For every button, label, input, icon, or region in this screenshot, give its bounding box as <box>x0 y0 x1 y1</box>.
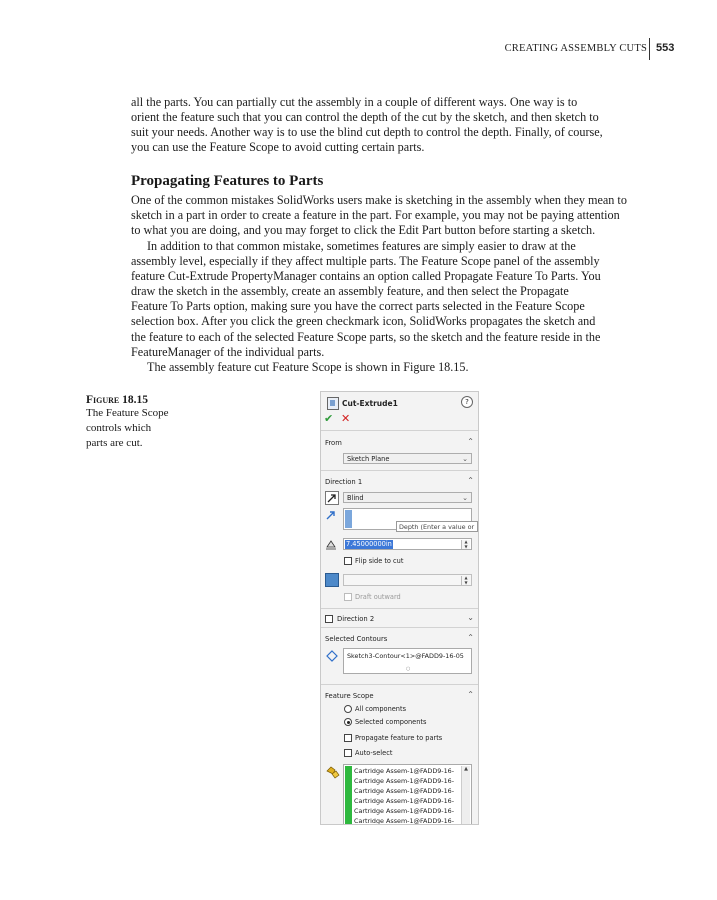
cut-extrude-property-manager <box>320 391 479 825</box>
draft-spinner[interactable]: ▲ ▼ <box>461 576 470 585</box>
auto-select-label: Auto-select <box>355 749 393 757</box>
chevron-down-icon: ⌄ <box>462 455 468 463</box>
resize-grip-icon[interactable]: ○ <box>406 666 411 672</box>
expand-chevron-icon[interactable]: ⌄ <box>467 613 474 622</box>
text-line: One of the common mistakes SolidWorks users make is sketching in the assembly when they mean to <box>131 193 627 207</box>
list-item[interactable]: Cartridge Assem-1@FADD9-16- <box>354 797 455 805</box>
feature-icon <box>327 397 339 410</box>
all-components-label: All components <box>355 705 407 713</box>
divider <box>321 470 478 471</box>
figure-caption <box>86 406 196 451</box>
selection-color-bar <box>345 510 352 528</box>
caption-line: parts are cut. <box>86 437 143 449</box>
from-select-value: Sketch Plane <box>347 455 390 463</box>
auto-select-checkbox[interactable] <box>344 749 352 757</box>
text-line: all the parts. You can partially cut the assembly in a couple of different ways. One way is to <box>131 95 578 109</box>
text-line: FeatureManager of the individual parts. <box>131 344 325 359</box>
text-line: sketch in a part in order to create a feature in the part. For example, you may not be paying attention <box>131 208 620 223</box>
text-line: to what you are doing, and you may forget to click the Edit Part button before starting a sketch. <box>131 223 596 238</box>
depth-icon <box>325 538 337 550</box>
text-line: Feature To Parts option, making sure you have the correct parts selected in the Feature Scope <box>131 299 585 314</box>
collapse-chevron-icon[interactable]: ⌃ <box>467 437 474 446</box>
collapse-chevron-icon[interactable]: ⌃ <box>467 476 474 485</box>
cancel-x-icon[interactable]: ✕ <box>341 412 351 425</box>
contour-diamond-icon <box>326 650 338 662</box>
paragraph-1 <box>131 193 655 238</box>
caption-line: The Feature Scope <box>86 407 169 419</box>
draft-outward-checkbox[interactable] <box>344 593 352 601</box>
header-divider <box>649 38 650 60</box>
divider <box>321 627 478 628</box>
divider <box>321 684 478 685</box>
pm-title: Cut-Extrude1 <box>342 399 398 408</box>
figure-label: Figure 18.15 <box>86 394 149 406</box>
direction-arrow-icon <box>325 509 337 521</box>
selected-components-radio[interactable] <box>344 718 352 726</box>
text-line: In addition to that common mistake, sometimes features are simply easier to draw at the <box>147 239 576 253</box>
depth-value: 7.45000000in <box>346 540 392 548</box>
text-line: selection box. After you click the green checkmark icon, SolidWorks propagates the sketch and <box>131 314 596 329</box>
divider <box>321 430 478 431</box>
section-heading: Propagating Features to Parts <box>131 173 324 189</box>
feature-scope-section-label[interactable]: Feature Scope <box>325 692 374 700</box>
from-section-label[interactable]: From <box>325 439 342 447</box>
text-line: The assembly feature cut Feature Scope is shown in Figure 18.15. <box>147 360 469 374</box>
contours-list[interactable] <box>343 648 472 674</box>
contour-item[interactable]: Sketch3-Contour<1>@FADD9-16-05 <box>347 652 464 660</box>
caption-line: controls which <box>86 422 152 434</box>
selected-components-label: Selected components <box>355 718 427 726</box>
ok-checkmark-icon[interactable]: ✔ <box>324 412 334 425</box>
end-condition-value: Blind <box>347 494 364 502</box>
reverse-direction-icon[interactable] <box>325 491 339 505</box>
list-item[interactable]: Cartridge Assem-1@FADD9-16- <box>354 777 455 785</box>
depth-input[interactable] <box>343 538 472 550</box>
depth-spinner[interactable]: ▲ ▼ <box>461 540 470 549</box>
running-header-title: CREATING ASSEMBLY CUTS <box>504 43 647 54</box>
list-scrollbar[interactable] <box>461 766 470 824</box>
flip-side-checkbox[interactable] <box>344 557 352 565</box>
list-item[interactable]: Cartridge Assem-1@FADD9-16- <box>354 767 455 775</box>
collapse-chevron-icon[interactable]: ⌃ <box>467 690 474 699</box>
text-line: assembly level, especially if they affect multiple parts. The Feature Scope panel of the assembly <box>131 254 600 269</box>
propagate-feature-checkbox[interactable] <box>344 734 352 742</box>
components-icon <box>326 766 338 778</box>
chevron-down-icon: ⌄ <box>462 494 468 502</box>
text-line: draw the sketch in the assembly, create an assembly feature, and then select the Propagate <box>131 284 569 299</box>
draft-outward-label: Draft outward <box>355 593 401 601</box>
text-line: the feature to each of the selected Feature Scope parts, so the sketch and the feature reside in the <box>131 329 601 344</box>
paragraph-2 <box>131 239 655 360</box>
text-line: feature Cut-Extrude PropertyManager contains an option called Propagate Feature To Parts. You <box>131 269 601 284</box>
propagate-feature-label: Propagate feature to parts <box>355 734 443 742</box>
list-item[interactable]: Cartridge Assem-1@FADD9-16- <box>354 787 455 795</box>
page-number: 553 <box>656 42 675 54</box>
flip-side-label: Flip side to cut <box>355 557 404 565</box>
direction2-checkbox[interactable] <box>325 615 333 623</box>
text-line: orient the feature such that you can control the depth of the cut by the sketch, and then sketch to <box>131 110 599 125</box>
text-line: suit your needs. Another way is to use the blind cut depth to control the depth. Finally, of course, <box>131 125 603 140</box>
direction2-section-label[interactable]: Direction 2 <box>337 615 375 623</box>
scroll-up-icon[interactable]: ▲ <box>464 766 468 772</box>
all-components-radio[interactable] <box>344 705 352 713</box>
from-select[interactable] <box>343 453 472 464</box>
depth-tooltip: Depth (Enter a value or <box>396 521 478 532</box>
selection-color-bar <box>345 766 352 825</box>
collapse-chevron-icon[interactable]: ⌃ <box>467 633 474 642</box>
paragraph-3 <box>131 360 655 375</box>
draft-icon[interactable] <box>325 573 339 587</box>
text-line: you can use the Feature Scope to avoid cutting certain parts. <box>131 140 425 155</box>
feature-scope-components-list[interactable] <box>343 764 472 825</box>
draft-angle-input[interactable] <box>343 574 472 586</box>
intro-paragraph <box>131 95 655 155</box>
divider <box>321 608 478 609</box>
list-item[interactable]: Cartridge Assem-1@FADD9-16- <box>354 817 455 825</box>
contours-section-label[interactable]: Selected Contours <box>325 635 388 643</box>
help-icon[interactable]: ? <box>461 396 473 408</box>
list-item[interactable]: Cartridge Assem-1@FADD9-16- <box>354 807 455 815</box>
direction1-section-label[interactable]: Direction 1 <box>325 478 363 486</box>
end-condition-select[interactable] <box>343 492 472 503</box>
